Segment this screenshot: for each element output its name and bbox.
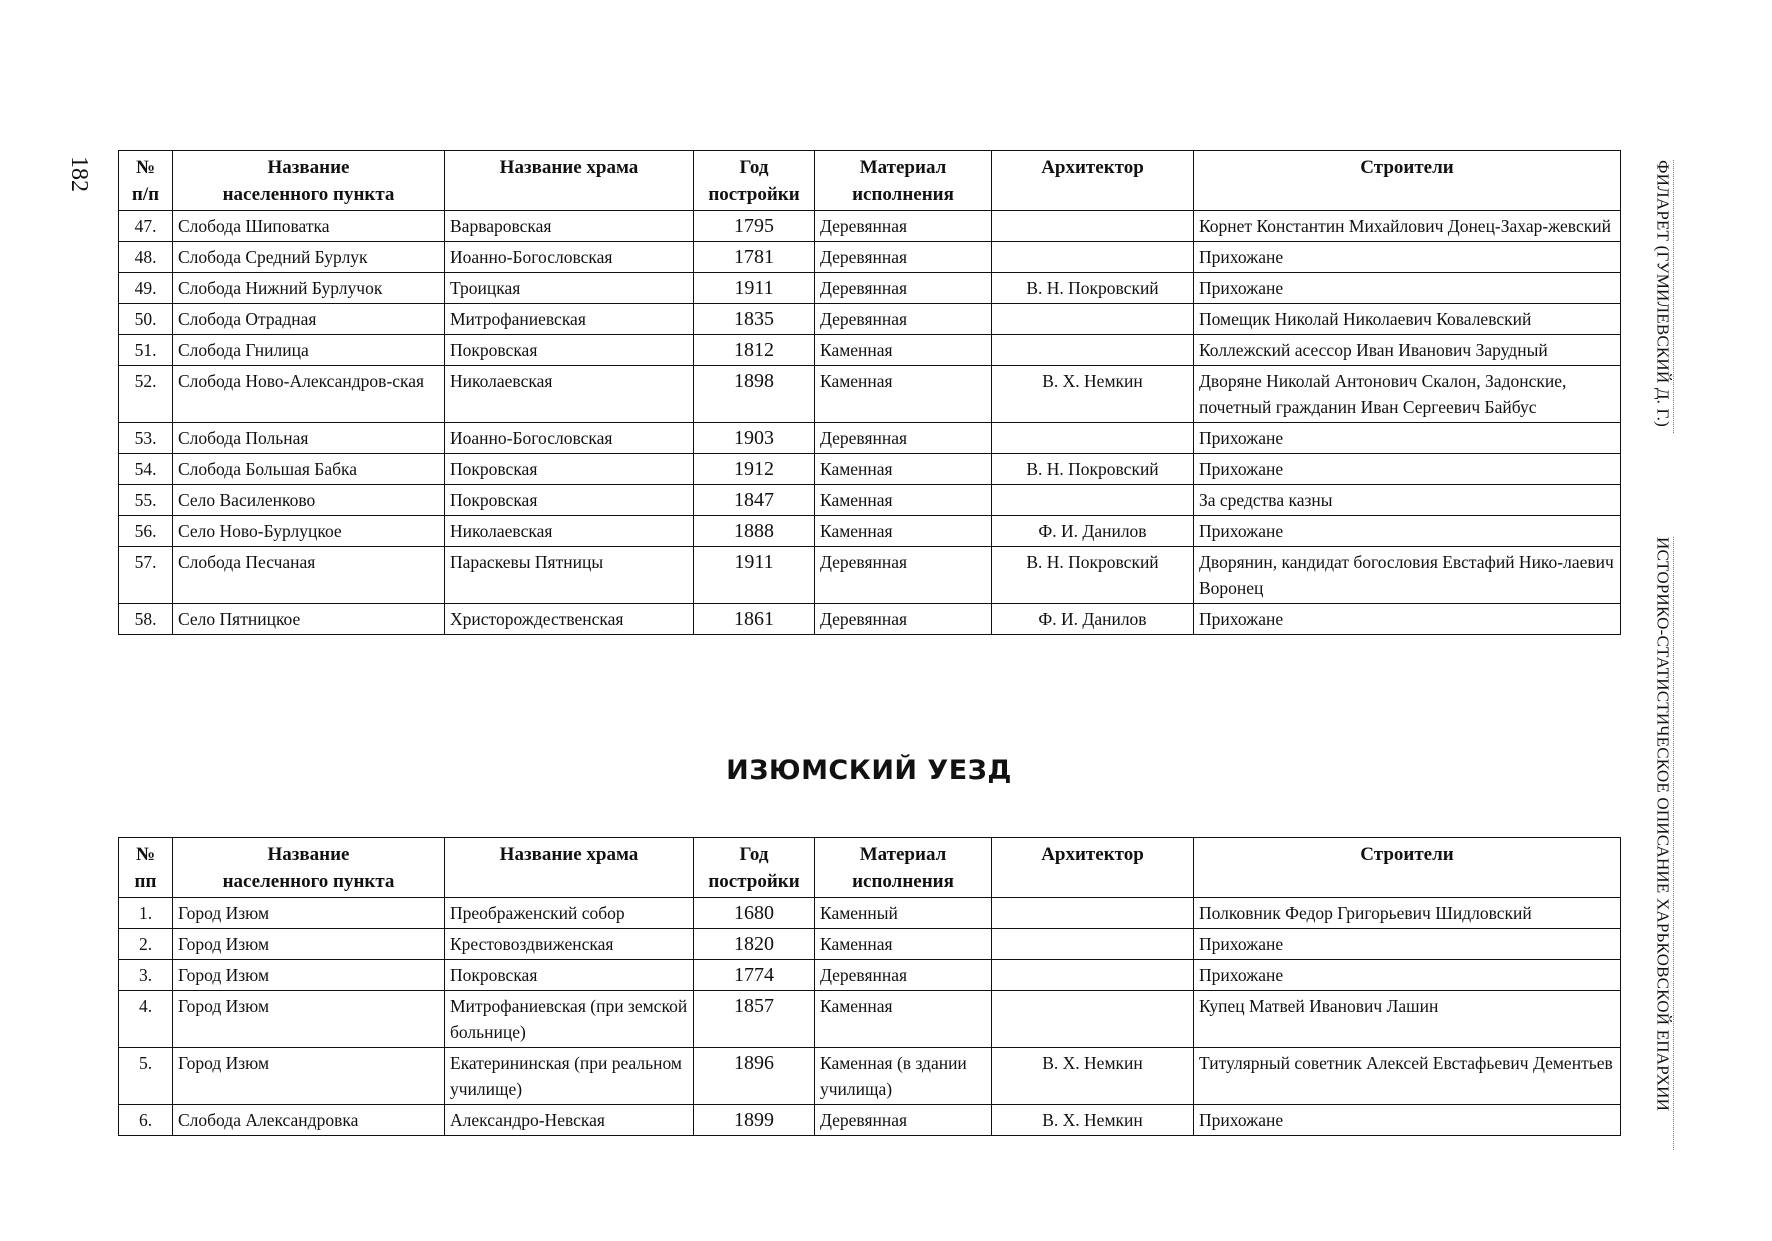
cell-number: 55. [119, 485, 173, 516]
cell-year: 1820 [694, 929, 815, 960]
cell-number: 50. [119, 304, 173, 335]
cell-architect: В. Х. Немкин [992, 1105, 1194, 1136]
header-architect: Архитектор [992, 151, 1194, 211]
cell-settlement: Город Изюм [173, 960, 445, 991]
cell-settlement: Город Изюм [173, 991, 445, 1048]
cell-settlement: Село Ново-Бурлуцкое [173, 516, 445, 547]
cell-architect: В. Х. Немкин [992, 1048, 1194, 1105]
header-builders: Строители [1194, 838, 1621, 898]
table-row [119, 366, 1621, 423]
header-number: № пп [119, 838, 173, 898]
cell-material: Каменный [815, 898, 992, 929]
table-body [119, 211, 1621, 635]
table-row [119, 898, 1621, 929]
cell-material: Каменная [815, 366, 992, 423]
cell-material: Деревянная [815, 604, 992, 635]
cell-material: Каменная (в здании училища) [815, 1048, 992, 1105]
cell-church: Троицкая [445, 273, 694, 304]
cell-church: Варваровская [445, 211, 694, 242]
cell-church: Николаевская [445, 366, 694, 423]
cell-number: 56. [119, 516, 173, 547]
cell-builders: Корнет Константин Михайлович Донец-Захар-жевский [1194, 211, 1621, 242]
header-church: Название храма [445, 838, 694, 898]
cell-builders: Полковник Федор Григорьевич Шидловский [1194, 898, 1621, 929]
cell-architect [992, 211, 1194, 242]
churches-table-1 [118, 150, 1621, 635]
cell-builders: Помещик Николай Николаевич Ковалевский [1194, 304, 1621, 335]
cell-builders: Дворянин, кандидат богословия Евстафий Нико-лаевич Воронец [1194, 547, 1621, 604]
table-row [119, 485, 1621, 516]
cell-material: Деревянная [815, 304, 992, 335]
cell-settlement: Слобода Песчаная [173, 547, 445, 604]
table-header-row [119, 151, 1621, 211]
cell-church: Николаевская [445, 516, 694, 547]
cell-year: 1795 [694, 211, 815, 242]
cell-architect [992, 242, 1194, 273]
cell-architect [992, 929, 1194, 960]
table-row [119, 273, 1621, 304]
cell-settlement: Слобода Шиповатка [173, 211, 445, 242]
cell-builders: Дворяне Николай Антонович Скалон, Задонские, почетный гражданин Иван Сергеевич Байбус [1194, 366, 1621, 423]
header-builders: Строители [1194, 151, 1621, 211]
table-row [119, 960, 1621, 991]
cell-builders: Титулярный советник Алексей Евстафьевич Дементьев [1194, 1048, 1621, 1105]
cell-year: 1912 [694, 454, 815, 485]
cell-settlement: Город Изюм [173, 1048, 445, 1105]
header-architect: Архитектор [992, 838, 1194, 898]
cell-settlement: Город Изюм [173, 898, 445, 929]
table-row [119, 242, 1621, 273]
cell-number: 47. [119, 211, 173, 242]
header-material: Материал исполнения [815, 838, 992, 898]
cell-builders: Прихожане [1194, 273, 1621, 304]
table-row [119, 335, 1621, 366]
cell-church: Митрофаниевская (при земской больнице) [445, 991, 694, 1048]
cell-architect [992, 423, 1194, 454]
cell-number: 49. [119, 273, 173, 304]
cell-church: Параскевы Пятницы [445, 547, 694, 604]
cell-architect [992, 335, 1194, 366]
cell-architect: В. Н. Покровский [992, 273, 1194, 304]
cell-year: 1861 [694, 604, 815, 635]
cell-material: Деревянная [815, 1105, 992, 1136]
header-church: Название храма [445, 151, 694, 211]
cell-church: Александро-Невская [445, 1105, 694, 1136]
table-row [119, 929, 1621, 960]
cell-year: 1888 [694, 516, 815, 547]
cell-architect [992, 991, 1194, 1048]
cell-builders: Прихожане [1194, 604, 1621, 635]
cell-year: 1835 [694, 304, 815, 335]
table-row [119, 991, 1621, 1048]
cell-builders: Прихожане [1194, 423, 1621, 454]
cell-builders: Прихожане [1194, 929, 1621, 960]
cell-settlement: Село Василенково [173, 485, 445, 516]
running-head-title: ИСТОРИКО-СТАТИСТИЧЕСКОЕ ОПИСАНИЕ ХАРЬКОВСКОЙ ЕПАРХИИ [1653, 537, 1674, 1150]
cell-settlement: Слобода Нижний Бурлучок [173, 273, 445, 304]
cell-number: 58. [119, 604, 173, 635]
cell-church: Иоанно-Богословская [445, 423, 694, 454]
cell-church: Крестовоздвиженская [445, 929, 694, 960]
cell-builders: Прихожане [1194, 516, 1621, 547]
header-year: Год постройки [694, 838, 815, 898]
cell-year: 1774 [694, 960, 815, 991]
cell-architect [992, 304, 1194, 335]
page-number: 182 [66, 156, 93, 192]
district-heading: ИЗЮМСКИЙ УЕЗД [726, 755, 1012, 786]
cell-settlement: Слобода Большая Бабка [173, 454, 445, 485]
cell-material: Каменная [815, 929, 992, 960]
cell-church: Покровская [445, 960, 694, 991]
cell-number: 48. [119, 242, 173, 273]
cell-year: 1911 [694, 273, 815, 304]
cell-year: 1898 [694, 366, 815, 423]
cell-number: 53. [119, 423, 173, 454]
cell-architect [992, 898, 1194, 929]
cell-church: Покровская [445, 485, 694, 516]
cell-material: Деревянная [815, 423, 992, 454]
cell-year: 1899 [694, 1105, 815, 1136]
cell-church: Христорождественская [445, 604, 694, 635]
cell-architect: Ф. И. Данилов [992, 516, 1194, 547]
cell-church: Митрофаниевская [445, 304, 694, 335]
cell-architect: В. Х. Немкин [992, 366, 1194, 423]
cell-builders: За средства казны [1194, 485, 1621, 516]
running-head-author: ФИЛАРЕТ (ГУМИЛЕВСКИЙ Д. Г.) [1653, 160, 1674, 433]
cell-architect [992, 960, 1194, 991]
cell-number: 54. [119, 454, 173, 485]
cell-number: 4. [119, 991, 173, 1048]
churches-table-2 [118, 837, 1621, 1136]
cell-settlement: Слобода Гнилица [173, 335, 445, 366]
cell-settlement: Слобода Польная [173, 423, 445, 454]
cell-builders: Прихожане [1194, 454, 1621, 485]
cell-settlement: Слобода Средний Бурлук [173, 242, 445, 273]
table-row [119, 1105, 1621, 1136]
table-row [119, 547, 1621, 604]
cell-year: 1847 [694, 485, 815, 516]
table-row [119, 304, 1621, 335]
header-year: Год постройки [694, 151, 815, 211]
cell-year: 1911 [694, 547, 815, 604]
cell-material: Каменная [815, 991, 992, 1048]
cell-year: 1781 [694, 242, 815, 273]
cell-number: 2. [119, 929, 173, 960]
cell-builders: Прихожане [1194, 242, 1621, 273]
cell-year: 1903 [694, 423, 815, 454]
cell-settlement: Село Пятницкое [173, 604, 445, 635]
table-row [119, 604, 1621, 635]
cell-settlement: Слобода Отрадная [173, 304, 445, 335]
cell-year: 1857 [694, 991, 815, 1048]
cell-material: Каменная [815, 454, 992, 485]
cell-material: Каменная [815, 485, 992, 516]
cell-architect: В. Н. Покровский [992, 547, 1194, 604]
cell-church: Екатерининская (при реальном училище) [445, 1048, 694, 1105]
cell-year: 1812 [694, 335, 815, 366]
cell-architect: Ф. И. Данилов [992, 604, 1194, 635]
cell-material: Деревянная [815, 273, 992, 304]
cell-number: 51. [119, 335, 173, 366]
table-header-row [119, 838, 1621, 898]
cell-architect [992, 485, 1194, 516]
header-settlement: Название населенного пункта [173, 151, 445, 211]
table-row [119, 1048, 1621, 1105]
cell-architect: В. Н. Покровский [992, 454, 1194, 485]
header-material: Материал исполнения [815, 151, 992, 211]
cell-number: 6. [119, 1105, 173, 1136]
cell-builders: Прихожане [1194, 1105, 1621, 1136]
cell-year: 1896 [694, 1048, 815, 1105]
table-row [119, 211, 1621, 242]
cell-church: Иоанно-Богословская [445, 242, 694, 273]
header-settlement: Название населенного пункта [173, 838, 445, 898]
cell-material: Каменная [815, 335, 992, 366]
cell-material: Деревянная [815, 242, 992, 273]
table-row [119, 454, 1621, 485]
cell-material: Деревянная [815, 960, 992, 991]
cell-church: Преображенский собор [445, 898, 694, 929]
cell-settlement: Слобода Александровка [173, 1105, 445, 1136]
cell-settlement: Слобода Ново-Александров-ская [173, 366, 445, 423]
cell-builders: Коллежский асессор Иван Иванович Зарудный [1194, 335, 1621, 366]
cell-year: 1680 [694, 898, 815, 929]
cell-church: Покровская [445, 454, 694, 485]
cell-material: Каменная [815, 516, 992, 547]
cell-builders: Купец Матвей Иванович Лашин [1194, 991, 1621, 1048]
cell-builders: Прихожане [1194, 960, 1621, 991]
cell-number: 52. [119, 366, 173, 423]
table-row [119, 516, 1621, 547]
cell-settlement: Город Изюм [173, 929, 445, 960]
cell-number: 1. [119, 898, 173, 929]
cell-material: Деревянная [815, 211, 992, 242]
table-row [119, 423, 1621, 454]
cell-material: Деревянная [815, 547, 992, 604]
table-body [119, 898, 1621, 1136]
cell-church: Покровская [445, 335, 694, 366]
cell-number: 57. [119, 547, 173, 604]
header-number: № п/п [119, 151, 173, 211]
running-head [1644, 160, 1682, 1150]
cell-number: 3. [119, 960, 173, 991]
cell-number: 5. [119, 1048, 173, 1105]
